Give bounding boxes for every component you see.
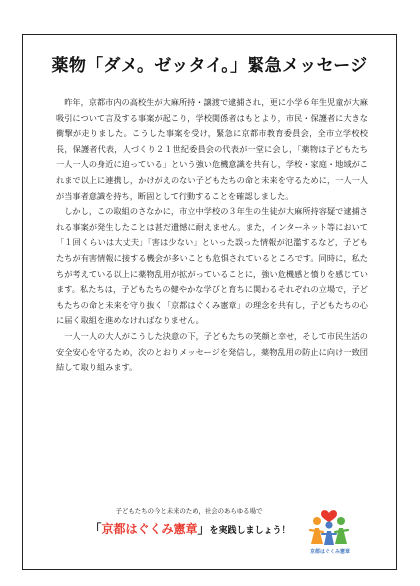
slogan-charter-name: 京都はぐくみ憲章 [101,522,198,536]
slogan-close-bracket: 」 [197,522,210,536]
document-frame [22,34,397,570]
logo-caption: 京都はぐくみ憲章 [309,549,350,555]
paragraph: 一人一人の大人がこうした決意の下，子どもたちの笑顔と幸せ，そして市民生活の安全安心を守るため，次のとおりメッセージを発信し，薬物乱用の防止に向け一致団結して取り組みます。 [56,330,368,373]
footer-banner [75,502,350,562]
hagukumi-charter-logo-icon [307,504,351,548]
message-body [56,95,368,376]
footer-slogan [75,520,305,537]
slogan-open-bracket: 「 [89,522,102,536]
slogan-call-to-action: を実践しましょう！ [209,526,291,536]
footer-tagline: 子どもたちの今と未来のため，社会のあらゆる場で [115,507,263,515]
paragraph: 昨年，京都市内の高校生が大麻所持・譲渡で逮捕され，更に小学６年生児童が大麻吸引について言及する事案が起こり，学校関係者はもとより，市民・保護者に大きな衝撃が走りました。こうした事案を受け，緊急に京都市教育委員会，全市立学校校長，保護者代表，人づくり２１世紀委員会の代表が一堂に会し，「薬物は子どもたち一人一人の身近に迫っている」という強い危機意識を共有し，学校・家庭・地域がこれまで以上に連携し，かけがえのない子どもたちの命と未来を守るために，一人一人が当事者意識を持ち，断固として行動することを確認しました。 [56,97,368,201]
paragraph: しかし，この取組のさなかに，市立中学校の３年生の生徒が大麻所持容疑で逮捕される事案が発生したことは甚だ遺憾に耐えません。また，インターネット等において「１回くらいは大丈夫」「害は少ない」といった誤った情報が氾濫するなど，子どもたちが有害情報に接する機会が多いことも危惧されているところです。同時に，私たちが考えている以上に薬物乱用が拡がっていることに，強い危機感と憤りを感じています。私たちは，子どもたちの健やかな学びと育ちに関わるそれぞれの立場で，子どもたちの命と未来を守り抜く「京都はぐくみ憲章」の理念を共有し，子どもたちの心に届く取組を進めなければなりません。 [56,206,368,326]
page-title: 薬物「ダメ。ゼッタイ。」緊急メッセージ [51,56,368,76]
